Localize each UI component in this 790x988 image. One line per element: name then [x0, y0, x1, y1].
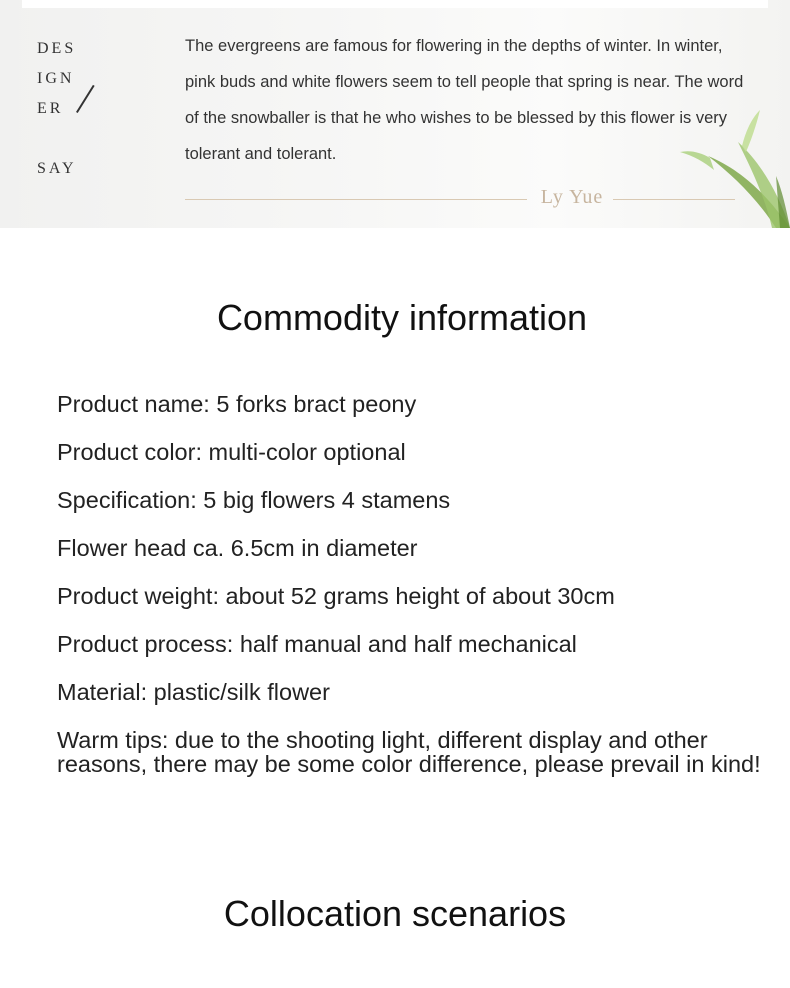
- list-item: Warm tips: due to the shooting light, different display and other reasons, there may be some color difference, please prevail in kind!: [57, 727, 761, 777]
- designer-quote: The evergreens are famous for flowering in the depths of winter. In winter, pink buds and white flowers seem to tell people that spring is near. The word of the snowballer is that he who wishes to be blessed by this flower is very tolerant and tolerant.: [185, 37, 744, 163]
- commodity-information-title: Commodity information: [216, 297, 588, 338]
- commodity-info-list: [57, 392, 769, 800]
- designer-line-1: DES: [37, 40, 77, 57]
- designer-line-2: IGN: [37, 70, 75, 87]
- designer-say-banner: [0, 0, 790, 228]
- list-item: Product name: 5 forks bract peony: [57, 391, 417, 417]
- collocation-scenarios-title: Collocation scenarios: [223, 893, 567, 934]
- list-item: Product color: multi-color optional: [57, 439, 406, 465]
- banner-top-strip: [22, 0, 768, 8]
- designer-say-word: SAY: [37, 160, 77, 177]
- list-item: Material: plastic/silk flower: [57, 679, 330, 705]
- signature-line-left: [185, 199, 527, 200]
- signature: Ly Yue: [540, 186, 604, 208]
- designer-line-3: ER: [37, 100, 64, 117]
- list-item: Specification: 5 big flowers 4 stamens: [57, 487, 451, 513]
- designer-say-label: [37, 34, 77, 177]
- slash-divider: [76, 85, 95, 113]
- list-item: Flower head ca. 6.5cm in diameter: [57, 535, 418, 561]
- list-item: Product weight: about 52 grams height of about 30cm: [57, 583, 615, 609]
- list-item: Product process: half manual and half mechanical: [57, 631, 577, 657]
